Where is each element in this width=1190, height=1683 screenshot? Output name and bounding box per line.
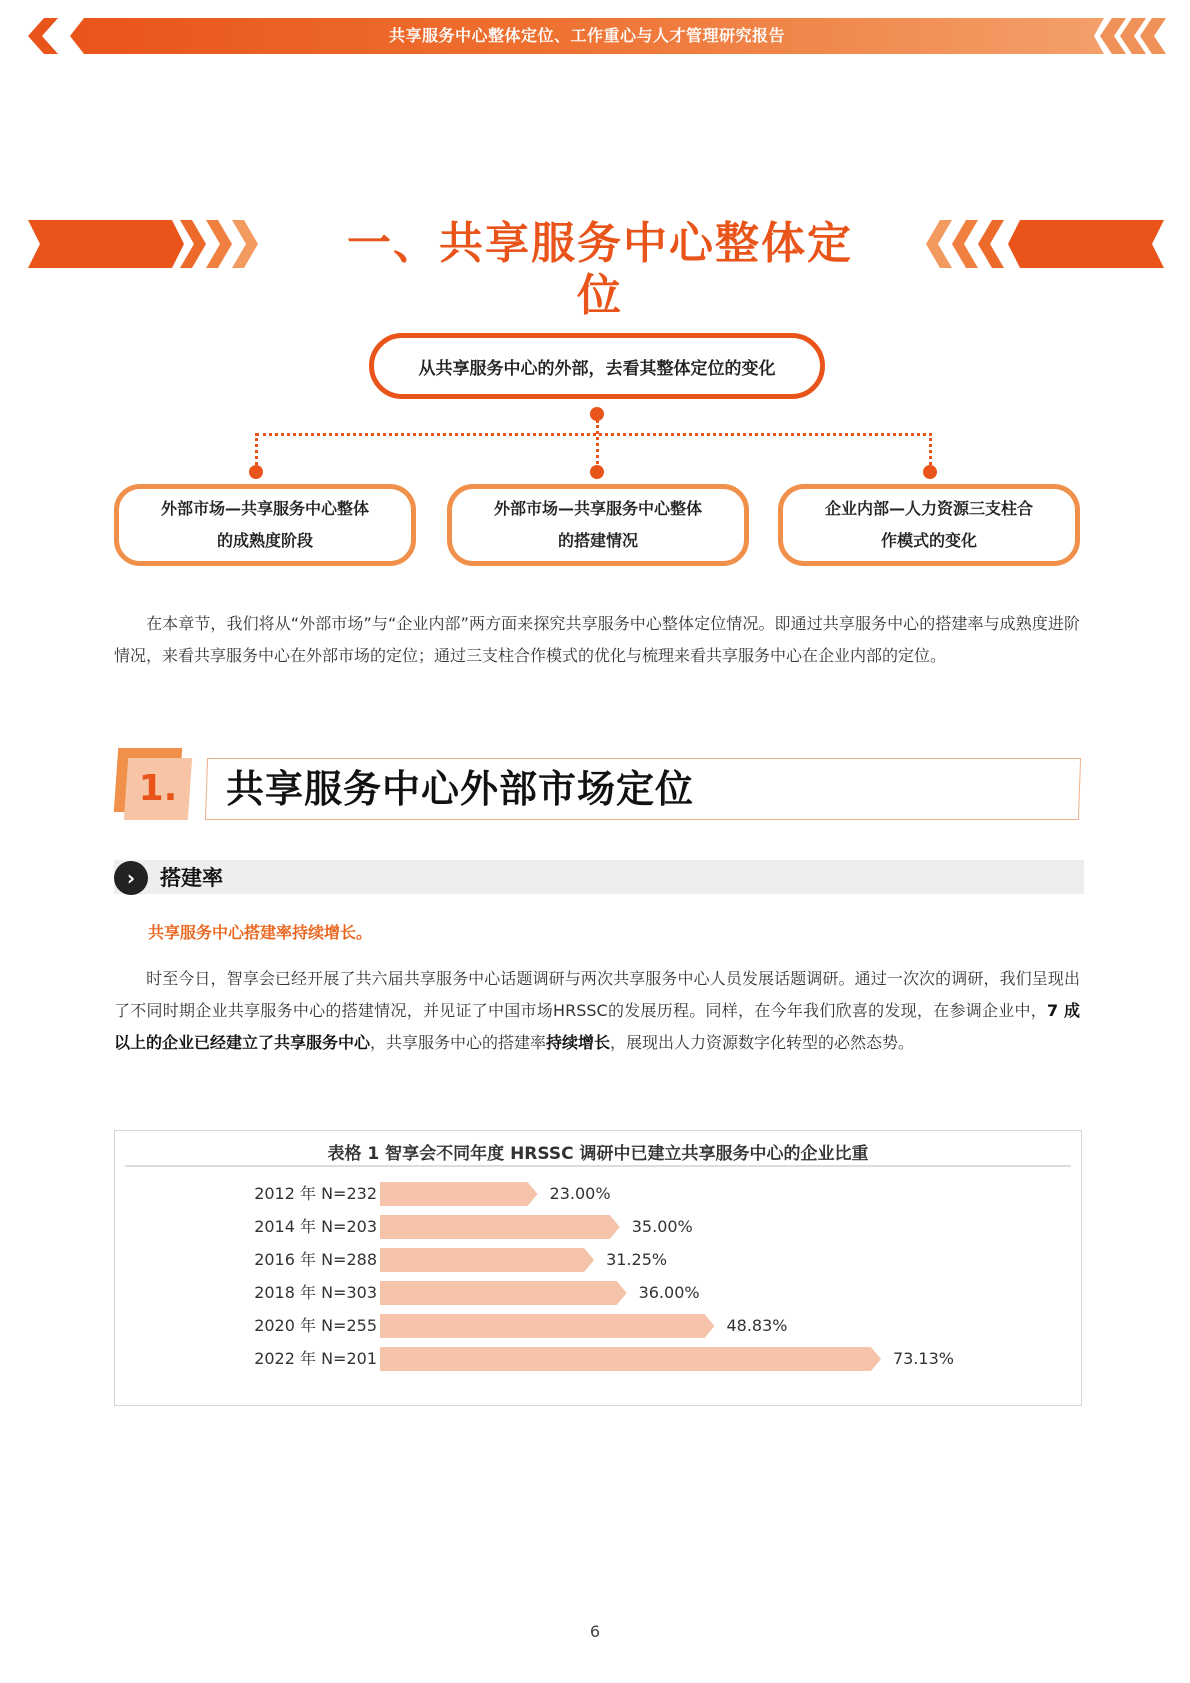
- connector-dot: [590, 465, 604, 479]
- bar: [380, 1281, 627, 1305]
- chevron-left-icon: [952, 220, 978, 268]
- value-label: 36.00%: [638, 1283, 700, 1302]
- body-text: ，共享服务中心的搭建率: [370, 1033, 547, 1052]
- category-label: 2020 年 N=255: [254, 1316, 377, 1335]
- intro-paragraph: [114, 608, 1080, 672]
- value-label: 73.13%: [892, 1349, 954, 1368]
- value-label: 35.00%: [631, 1217, 693, 1236]
- header-chevron-right-icon: [1140, 18, 1166, 54]
- node-label: 企业内部—人力资源三支柱合: [824, 499, 1033, 518]
- connector-line: [596, 420, 599, 464]
- report-header: [28, 18, 1164, 58]
- connector-dot: [590, 407, 604, 421]
- node-label: 外部市场—共享服务中心整体: [160, 499, 369, 518]
- connector-line: [256, 433, 932, 436]
- bar-chart: [114, 1130, 1082, 1406]
- diagram-node-construction: [447, 484, 749, 566]
- report-title: 共享服务中心整体定位、工作重心与人才管理研究报告: [388, 26, 785, 45]
- category-label: 2012 年 N=232: [254, 1184, 377, 1203]
- body-paragraph: [114, 963, 1080, 1059]
- category-label: 2022 年 N=201: [254, 1349, 377, 1368]
- body-text: 时至今日，智享会已经开展了共六届共享服务中心话题调研与两次共享服务中心人员发展话题调研。通过一次次的调研，我们呈现出了不同时期企业共享服务中心的搭建情况，并见证了中国市场HRSSC的发展历程。同样，在今年我们欣喜的发现，在参调企业中，: [114, 969, 1080, 1020]
- chart-divider: [125, 1165, 1071, 1167]
- chart-row: [115, 1247, 1081, 1273]
- connector-dot: [923, 465, 937, 479]
- chapter-bar-right: [1008, 220, 1164, 268]
- section-title: 共享服务中心外部市场定位: [226, 767, 695, 811]
- bar: [380, 1215, 620, 1239]
- chapter-title: 一、共享服务中心整体定位: [347, 218, 853, 321]
- chart-row: [115, 1181, 1081, 1207]
- body-text: ，展现出人力资源数字化转型的必然态势。: [610, 1033, 915, 1052]
- value-label: 48.83%: [726, 1316, 788, 1335]
- chart-row: [115, 1346, 1081, 1372]
- value-label: 23.00%: [549, 1184, 611, 1203]
- chevron-left-icon: [926, 220, 952, 268]
- node-label: 的成熟度阶段: [216, 531, 313, 550]
- bar: [380, 1314, 714, 1338]
- body-bold-text: 持续增长: [546, 1033, 611, 1052]
- node-label: 外部市场—共享服务中心整体: [493, 499, 702, 518]
- key-finding: 共享服务中心搭建率持续增长。: [148, 923, 373, 942]
- page-number: 6: [589, 1622, 601, 1641]
- bar: [380, 1182, 538, 1206]
- intro-text: 在本章节，我们将从“外部市场”与“企业内部”两方面来探究共享服务中心整体定位情况。即通过共享服务中心的搭建率与成熟度进阶情况，来看共享服务中心在外部市场的定位；通过三支柱合作模式的优化与梳理来看共享服务中心在企业内部的定位。: [114, 614, 1080, 665]
- header-chevron-left-icon: [28, 18, 58, 54]
- chart-row: [115, 1214, 1081, 1240]
- chart-row: [115, 1280, 1081, 1306]
- chart-title: 表格 1 智享会不同年度 HRSSC 调研中已建立共享服务中心的企业比重: [327, 1144, 869, 1164]
- diagram-root-node: [369, 333, 825, 399]
- value-label: 31.25%: [606, 1250, 668, 1269]
- category-label: 2016 年 N=288: [254, 1250, 377, 1269]
- bar: [380, 1248, 594, 1272]
- category-label: 2018 年 N=303: [254, 1283, 377, 1302]
- chart-row: [115, 1313, 1081, 1339]
- body-bold-text: 7 成以上的企业已经建立了共享服务中心: [114, 1001, 1080, 1052]
- diagram-node-three-pillars: [778, 484, 1080, 566]
- chevron-right-icon: [206, 220, 232, 268]
- chevron-left-icon: [978, 220, 1004, 268]
- bar: [380, 1347, 881, 1371]
- node-label: 的搭建情况: [557, 531, 638, 550]
- node-label: 作模式的变化: [880, 531, 977, 550]
- connector-dot: [249, 465, 263, 479]
- chevron-right-circle-icon: ›: [114, 861, 148, 895]
- chevron-right-icon: [232, 220, 258, 268]
- category-label: 2014 年 N=203: [254, 1217, 377, 1236]
- chapter-heading: [0, 218, 1190, 321]
- connector-line: [929, 433, 932, 465]
- subsection-title: 搭建率: [160, 866, 223, 890]
- chapter-bar-left: [28, 220, 184, 268]
- subsection-band: [114, 860, 1084, 894]
- diagram-node-maturity: [114, 484, 416, 566]
- section-number: 1.: [138, 768, 178, 809]
- diagram-root-label: 从共享服务中心的外部，去看其整体定位的变化: [418, 358, 776, 379]
- connector-line: [255, 433, 258, 465]
